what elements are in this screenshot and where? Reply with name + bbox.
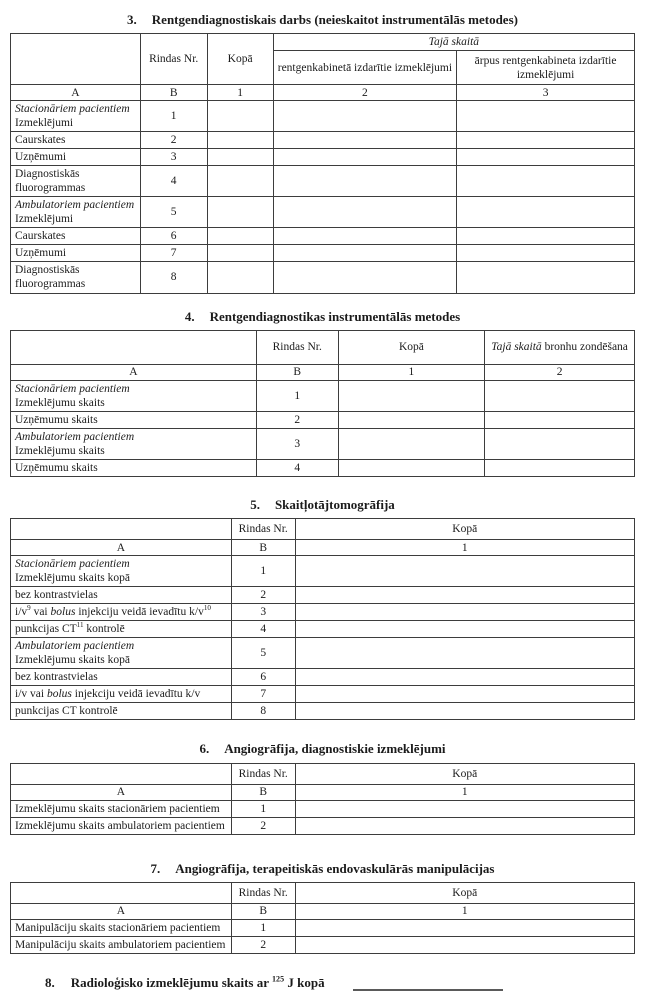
row-number-cell: 4 — [140, 166, 207, 197]
value-cell-kopa — [207, 197, 273, 228]
row-number-cell: 7 — [231, 686, 295, 703]
table-angiografija-terapeitiskas — [10, 882, 635, 954]
row-number-cell: 3 — [140, 149, 207, 166]
value-cell-rentgenkabineta — [273, 197, 456, 228]
letter-cell: A — [11, 784, 232, 800]
row-label-cell: punkcijas CT kontrolē — [11, 703, 232, 720]
value-cell-bronhu — [485, 411, 635, 428]
value-cell-kopa — [338, 459, 485, 476]
table-row — [11, 556, 635, 587]
row-label-cell: Manipulāciju skaits stacionāriem pacientiem — [11, 919, 232, 936]
value-cell-arpus — [457, 149, 635, 166]
row-label-cell: Caurskates — [11, 132, 141, 149]
table-instrumentalas-metodes — [10, 330, 635, 477]
value-cell-arpus — [457, 132, 635, 149]
col-header-rindas-nr: Rindas Nr. — [140, 34, 207, 85]
row-number-cell: 8 — [140, 262, 207, 293]
section-6-heading: Angiogrāfija, diagnostiskie izmeklējumi — [224, 741, 446, 757]
col-header-kopa: Kopā — [295, 519, 634, 540]
table-row — [11, 817, 635, 834]
value-cell-kopa — [207, 101, 273, 132]
table-row — [11, 686, 635, 703]
row-label-cell: Diagnostiskās fluorogrammas — [11, 166, 141, 197]
value-cell-kopa — [207, 262, 273, 293]
section-5-title — [10, 498, 635, 512]
row-number-cell: 7 — [140, 245, 207, 262]
section-5-heading: Skaitļotājtomogrāfija — [274, 496, 395, 512]
row-label-cell: Uzņēmumu skaits — [11, 411, 257, 428]
section-7-heading: Angiogrāfija, terapeitiskās endovaskulārās manipulācijas — [175, 860, 495, 876]
row-label-cell: Izmeklējumu skaits stacionāriem pacientiem — [11, 800, 232, 817]
section-3-title — [10, 13, 635, 27]
table-row — [11, 459, 635, 476]
table-row — [11, 228, 635, 245]
value-cell-arpus — [457, 262, 635, 293]
corner-cell — [11, 882, 232, 903]
col-header-rentgenkabineta: rentgenkabinetā izdarītie izmeklējumi — [273, 51, 456, 85]
letter-cell: A — [11, 903, 232, 919]
row-label-cell: Ambulatoriem pacientiem Izmeklējumu skaits — [11, 428, 257, 459]
letter-cell: 1 — [295, 784, 634, 800]
corner-cell — [11, 330, 257, 364]
value-cell-rentgenkabineta — [273, 132, 456, 149]
row-label-cell: Caurskates — [11, 228, 141, 245]
section-4-number: 4. — [184, 308, 195, 324]
value-cell-arpus — [457, 166, 635, 197]
value-cell-kopa — [207, 245, 273, 262]
section-3-heading: Rentgendiagnostiskais darbs (neieskaitot instrumentālās metodes) — [151, 12, 518, 27]
value-cell-arpus — [457, 197, 635, 228]
letter-cell: A — [11, 364, 257, 380]
col-header-kopa: Kopā — [338, 330, 485, 364]
value-cell-kopa — [295, 703, 634, 720]
letter-cell: 1 — [295, 540, 634, 556]
row-label-cell: Uzņēmumu skaits — [11, 459, 257, 476]
value-cell-kopa — [338, 428, 485, 459]
row-number-cell: 3 — [231, 604, 295, 621]
value-cell-kopa — [295, 621, 634, 638]
table-row — [11, 604, 635, 621]
value-cell-rentgenkabineta — [273, 101, 456, 132]
row-number-cell: 2 — [231, 587, 295, 604]
row-number-cell: 4 — [256, 459, 338, 476]
row-label-cell: Stacionāriem pacientiem Izmeklējumu skaits — [11, 380, 257, 411]
table-row — [11, 101, 635, 132]
row-number-cell: 1 — [256, 380, 338, 411]
letter-cell: A — [11, 85, 141, 101]
row-label-cell: Uzņēmumi — [11, 149, 141, 166]
row-number-cell: 2 — [231, 936, 295, 953]
value-cell-kopa — [295, 587, 634, 604]
row-label-cell: Ambulatoriem pacientiem Izmeklējumi — [11, 197, 141, 228]
row-label-cell: punkcijas CT$^{11}$ kontrolē — [11, 621, 232, 638]
letter-cell: B — [231, 903, 295, 919]
col-header-arpus-rentgenkabineta: ārpus rentgenkabineta izdarītie izmeklējumi — [457, 51, 635, 85]
letter-cell: B — [140, 85, 207, 101]
row-label-cell: Stacionāriem pacientiem Izmeklējumu skaits kopā — [11, 556, 232, 587]
value-cell-kopa — [207, 228, 273, 245]
row-label-cell: i/v vai bolus injekciju veidā ievadītu k/v — [11, 686, 232, 703]
table-row — [11, 262, 635, 293]
row-number-cell: 5 — [231, 638, 295, 669]
row-number-cell: 2 — [256, 411, 338, 428]
section-7-title — [10, 862, 635, 876]
item-8-blank-line — [353, 977, 503, 991]
table-row — [11, 919, 635, 936]
row-label-cell: Izmeklējumu skaits ambulatoriem pacientiem — [11, 817, 232, 834]
value-cell-bronhu — [485, 459, 635, 476]
value-cell-arpus — [457, 245, 635, 262]
value-cell-kopa — [207, 149, 273, 166]
col-header-kopa: Kopā — [295, 882, 634, 903]
row-number-cell: 6 — [231, 669, 295, 686]
letter-cell: A — [11, 540, 232, 556]
table-rentgendiagnostiskais-darbs — [10, 33, 635, 293]
table-skaitlotajtomografija — [10, 518, 635, 720]
letter-cell: 1 — [295, 903, 634, 919]
table-row — [11, 411, 635, 428]
col-header-rindas-nr: Rindas Nr. — [231, 519, 295, 540]
table-row — [11, 380, 635, 411]
letter-cell: 2 — [273, 85, 456, 101]
letter-cell: B — [256, 364, 338, 380]
section-4-heading: Rentgendiagnostikas instrumentālās metodes — [209, 308, 461, 324]
col-header-rindas-nr: Rindas Nr. — [231, 763, 295, 784]
row-number-cell: 5 — [140, 197, 207, 228]
value-cell-kopa — [295, 669, 634, 686]
letter-cell: 1 — [338, 364, 485, 380]
letter-cell: 2 — [485, 364, 635, 380]
value-cell-kopa — [295, 817, 634, 834]
section-6-number: 6. — [199, 741, 210, 757]
item-8-text: Radioloģisko izmeklējumu skaits ar $^{125}$ J kopā — [70, 974, 325, 990]
row-number-cell: 4 — [231, 621, 295, 638]
value-cell-bronhu — [485, 380, 635, 411]
section-3-number: 3. — [127, 12, 137, 27]
value-cell-kopa — [295, 936, 634, 953]
corner-cell — [11, 34, 141, 85]
value-cell-rentgenkabineta — [273, 166, 456, 197]
col-header-bronhu-zondesana: Tajā skaitā bronhu zondēšana — [485, 330, 635, 364]
table-row — [11, 669, 635, 686]
section-7-number: 7. — [150, 860, 161, 876]
value-cell-kopa — [338, 411, 485, 428]
table-row — [11, 587, 635, 604]
table-row — [11, 132, 635, 149]
table-row — [11, 428, 635, 459]
col-header-kopa: Kopā — [295, 763, 634, 784]
table-row — [11, 166, 635, 197]
row-number-cell: 6 — [140, 228, 207, 245]
value-cell-rentgenkabineta — [273, 149, 456, 166]
value-cell-kopa — [207, 132, 273, 149]
table-row — [11, 703, 635, 720]
value-cell-kopa — [295, 800, 634, 817]
section-5-number: 5. — [250, 496, 260, 512]
row-number-cell: 3 — [256, 428, 338, 459]
value-cell-kopa — [295, 556, 634, 587]
value-cell-arpus — [457, 101, 635, 132]
value-cell-rentgenkabineta — [273, 228, 456, 245]
col-header-taja-skaita: Tajā skaitā — [273, 34, 634, 51]
table-angiografija-diagnostiskie — [10, 763, 635, 835]
row-label-cell: bez kontrastvielas — [11, 669, 232, 686]
row-number-cell: 1 — [231, 919, 295, 936]
table-row — [11, 149, 635, 166]
value-cell-kopa — [295, 919, 634, 936]
value-cell-kopa — [295, 604, 634, 621]
value-cell-bronhu — [485, 428, 635, 459]
col-header-rindas-nr: Rindas Nr. — [256, 330, 338, 364]
value-cell-kopa — [338, 380, 485, 411]
table-row — [11, 621, 635, 638]
row-label-cell: $i/v^9$ vai bolus injekciju veidā ievadītu $k/v^{10}$ — [11, 604, 232, 621]
value-cell-kopa — [295, 638, 634, 669]
corner-cell — [11, 519, 232, 540]
item-8-line — [10, 975, 635, 991]
row-number-cell: 2 — [231, 817, 295, 834]
table-row — [11, 800, 635, 817]
table-row — [11, 197, 635, 228]
row-label-cell: Uzņēmumi — [11, 245, 141, 262]
row-label-cell: Ambulatoriem pacientiem Izmeklējumu skaits kopā — [11, 638, 232, 669]
row-number-cell: 2 — [140, 132, 207, 149]
row-label-cell: Manipulāciju skaits ambulatoriem pacientiem — [11, 936, 232, 953]
row-number-cell: 1 — [231, 556, 295, 587]
row-label-cell: Diagnostiskās fluorogrammas — [11, 262, 141, 293]
value-cell-kopa — [295, 686, 634, 703]
item-8-number: 8. — [45, 975, 55, 990]
letter-cell: 1 — [207, 85, 273, 101]
table-row — [11, 638, 635, 669]
value-cell-arpus — [457, 228, 635, 245]
table-row — [11, 936, 635, 953]
value-cell-rentgenkabineta — [273, 245, 456, 262]
col-header-kopa: Kopā — [207, 34, 273, 85]
row-label-cell: bez kontrastvielas — [11, 587, 232, 604]
row-label-cell: Stacionāriem pacientiem Izmeklējumi — [11, 101, 141, 132]
corner-cell — [11, 763, 232, 784]
section-4-title — [10, 310, 635, 324]
section-6-title — [10, 742, 635, 756]
row-number-cell: 1 — [140, 101, 207, 132]
letter-cell: B — [231, 540, 295, 556]
col-header-rindas-nr: Rindas Nr. — [231, 882, 295, 903]
value-cell-rentgenkabineta — [273, 262, 456, 293]
row-number-cell: 8 — [231, 703, 295, 720]
letter-cell: 3 — [457, 85, 635, 101]
table-row — [11, 245, 635, 262]
value-cell-kopa — [207, 166, 273, 197]
letter-cell: B — [231, 784, 295, 800]
row-number-cell: 1 — [231, 800, 295, 817]
